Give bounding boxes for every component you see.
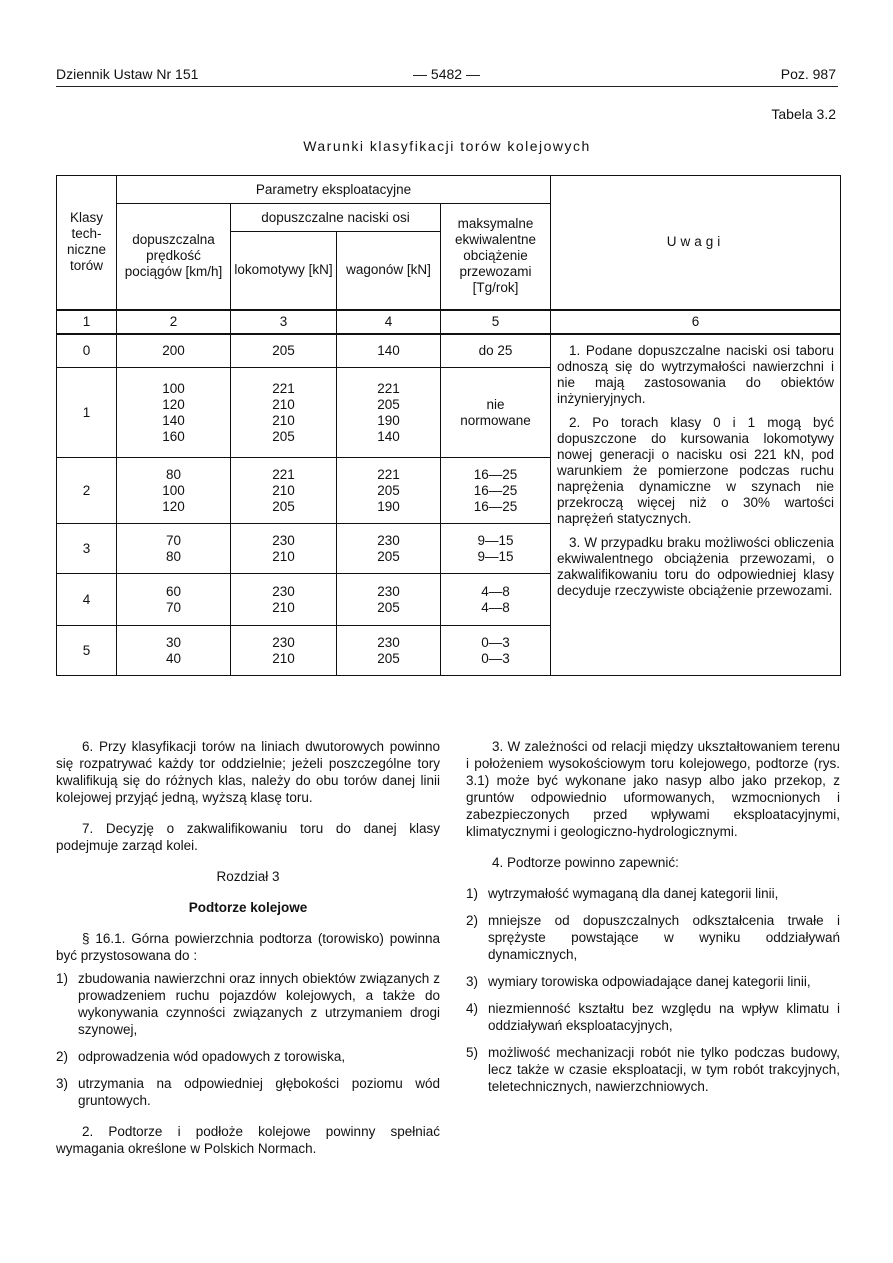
wagon-cell: 230 205 (337, 524, 441, 574)
loco-cell: 221 210 205 (231, 458, 337, 524)
class-cell: 1 (57, 368, 117, 458)
class-cell: 3 (57, 524, 117, 574)
class-cell: 2 (57, 458, 117, 524)
speed-cell: 70 80 (117, 524, 231, 574)
col-number: 2 (117, 310, 231, 334)
remark-3: 3. W przypadku braku możliwości obliczenia ekwiwalentnego obciążenia przewozami, o zakwalifikowaniu toru do odpowiedniej klasy decyduje rzeczywiste obciążenie przewozami. (557, 534, 835, 598)
header-axle-loads: dopuszczalne naciski osi (231, 204, 441, 232)
header-rule (56, 86, 838, 87)
header-remarks: Uwagi (551, 176, 841, 310)
section-16-1: § 16.1. Górna powierzchnia podtorza (torowisko) powinna być przystosowana do : (56, 931, 440, 963)
class-cell: 0 (57, 334, 117, 368)
list-number: 2) (466, 913, 479, 928)
max-load-cell: 9—15 9—15 (441, 524, 551, 574)
left-column (56, 738, 440, 1171)
col-number: 4 (337, 310, 441, 334)
list-number: 4) (466, 1001, 479, 1016)
list-number: 3) (56, 1076, 69, 1091)
list-item (56, 970, 440, 1038)
header-wagons: wagonów [kN] (337, 232, 441, 310)
col-number: 5 (441, 310, 551, 334)
max-load-cell: do 25 (441, 334, 551, 368)
speed-cell: 100 120 140 160 (117, 368, 231, 458)
max-load-cell: 4—8 4—8 (441, 574, 551, 626)
list-item (466, 912, 840, 963)
list-text: niezmienność kształtu bez względu na wpływ klimatu i oddziaływań eksploatacyjnych, (488, 1001, 840, 1033)
list-item (56, 1075, 440, 1109)
chapter-title: Podtorze kolejowe (188, 900, 308, 915)
position-number: Poz. 987 (780, 66, 836, 82)
paragraph-4: 4. Podtorze powinno zapewnić: (492, 855, 679, 870)
speed-cell: 30 40 (117, 626, 231, 676)
speed-cell: 80 100 120 (117, 458, 231, 524)
table-row (57, 334, 841, 368)
max-load-cell: nie normowane (441, 368, 551, 458)
paragraph-3: 3. W zależności od relacji między ukształtowaniem terenu i położeniem wysokościowym toru kolejowego, podtorze (rys. 3.1) może być wykonane jako nasyp albo jako przekop, z gruntów odpowiednio uformowanych, wzmocnionych i zabezpieczonych przed wpływami eksploatacyjnymi, klimatycznymi i geologiczno-hydrologicznymi. (466, 739, 840, 839)
loco-cell: 230 210 (231, 524, 337, 574)
speed-cell: 200 (117, 334, 231, 368)
list-number: 5) (466, 1045, 479, 1060)
wagon-cell: 221 205 190 140 (337, 368, 441, 458)
col-number: 6 (551, 310, 841, 334)
paragraph-7: 7. Decyzję o zakwalifikowaniu toru do danej klasy podejmuje zarząd kolei. (56, 821, 440, 853)
right-column (466, 738, 840, 1105)
list-text: zbudowania nawierzchni oraz innych obiektów związanych z prowadzeniem ruchu pojazdów kolejowych, a także do wykonywania czynności związanych z utrzymaniem drogi szynowej, (78, 971, 440, 1037)
header-params: Parametry eksploatacyjne (117, 176, 551, 204)
speed-cell: 60 70 (117, 574, 231, 626)
class-cell: 5 (57, 626, 117, 676)
journal-name: Dziennik Ustaw Nr 151 (56, 66, 199, 82)
table-title: Warunki klasyfikacji torów kolejowych (303, 138, 591, 154)
wagon-cell: 230 205 (337, 626, 441, 676)
class-cell: 4 (57, 574, 117, 626)
loco-cell: 205 (231, 334, 337, 368)
list-number: 2) (56, 1049, 69, 1064)
wagon-cell: 221 205 190 (337, 458, 441, 524)
table-reference: Tabela 3.2 (771, 106, 836, 122)
max-load-cell: 0—3 0—3 (441, 626, 551, 676)
loco-cell: 230 210 (231, 574, 337, 626)
list-item (56, 1048, 440, 1065)
loco-cell: 221 210 210 205 (231, 368, 337, 458)
wagon-cell: 230 205 (337, 574, 441, 626)
paragraph-6: 6. Przy klasyfikacji torów na liniach dwutorowych powinno się rozpatrywać każdy tor oddzielnie; jeżeli poszczególne tory kwalifikują się do różnych klas, należy do obu torów danej linii kolejowej przyjąć jedną, wyższą klasę toru. (56, 739, 440, 805)
list-text: wymiary torowiska odpowiadające danej kategorii linii, (488, 974, 811, 989)
list-text: wytrzymałość wymaganą dla danej kategorii linii, (488, 886, 779, 901)
list-item (466, 1044, 840, 1095)
list-number: 1) (466, 886, 479, 901)
list-text: mniejsze od dopuszczalnych odkształcenia trwałe i sprężyste powstające w wyniku oddziaływań dynamicznych, (488, 913, 840, 962)
header-locomotives: lokomotywy [kN] (231, 232, 337, 310)
header-speed: dopuszczalna prędkość pociągów [km/h] (117, 204, 231, 310)
list-text: odprowadzenia wód opadowych z torowiska, (78, 1049, 346, 1064)
wagon-cell: 140 (337, 334, 441, 368)
chapter-number: Rozdział 3 (216, 869, 280, 884)
list-item (466, 1000, 840, 1034)
col-number: 1 (57, 310, 117, 334)
list-text: utrzymania na odpowiedniej głębokości poziomu wód gruntowych. (78, 1076, 440, 1108)
header-max-load: maksymalne ekwiwalentne obciążenie przewozami [Tg/rok] (441, 204, 551, 310)
paragraph-2: 2. Podtorze i podłoże kolejowe powinny spełniać wymagania określone w Polskich Normach. (56, 1124, 440, 1156)
classification-table (56, 175, 841, 676)
remarks-cell (551, 334, 841, 676)
list-text: możliwość mechanizacji robót nie tylko podczas budowy, lecz także w czasie eksploatacji, w tym robót trakcyjnych, teletechnicznych, nawierzchniowych. (488, 1045, 840, 1094)
remark-2: 2. Po torach klasy 0 i 1 mogą być dopuszczone do kursowania lokomotywy nowej generacji o nacisku osi 221 kN, pod warunkiem że pomierzone podczas ruchu naprężenia dynamiczne w szynach nie przekroczą więcej niż o 30% wartości naprężeń statycznych. (557, 414, 835, 526)
col-number: 3 (231, 310, 337, 334)
loco-cell: 230 210 (231, 626, 337, 676)
remark-1: 1. Podane dopuszczalne naciski osi taboru odnoszą się do wytrzymałości nawierzchni i nie mają zastosowania do obiektów inżynieryjnych. (557, 342, 835, 406)
list-item (466, 973, 840, 990)
max-load-cell: 16—25 16—25 16—25 (441, 458, 551, 524)
header-class: Klasy tech-niczne torów (57, 176, 117, 310)
list-number: 3) (466, 974, 479, 989)
list-number: 1) (56, 971, 69, 986)
list-item (466, 885, 840, 902)
page-number: — 5482 — (413, 66, 480, 82)
